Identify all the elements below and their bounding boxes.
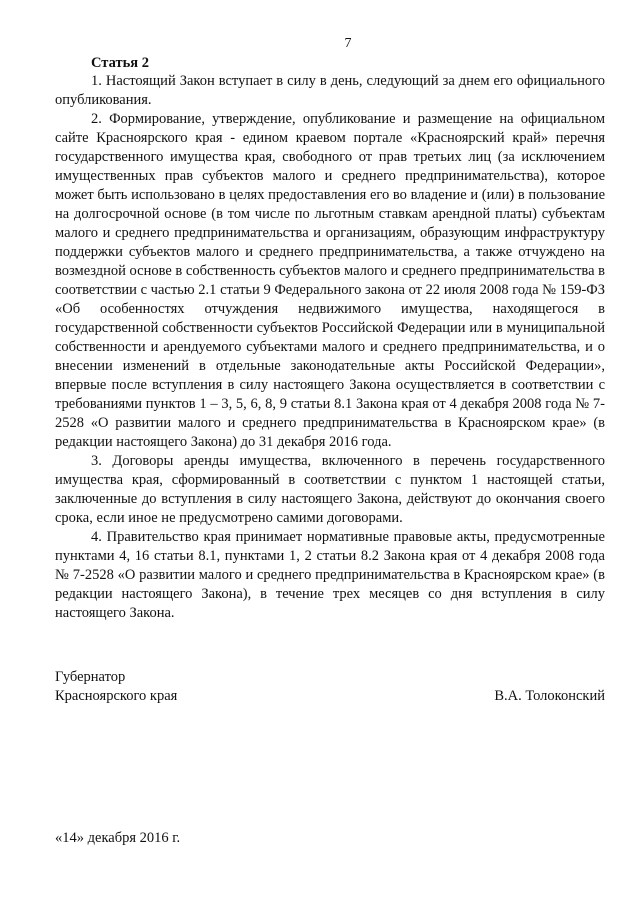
article-paragraph-1: 1. Настоящий Закон вступает в силу в день, следующий за днем его официального опубликования.	[55, 73, 605, 108]
page-number: 7	[344, 36, 352, 51]
document-date: «14» декабря 2016 г.	[55, 830, 181, 846]
article-paragraph-2: 2. Формирование, утверждение, опубликование и размещение на официальном сайте Красноярского края - едином краевом портале «Красноярский край» перечня государственного имущества края, свободного от прав третьих лиц (за исключением имущественных прав субъектов малого и среднего предпринимательства), которое может быть использовано в целях предоставления его во владение и (или) в пользование на долгосрочной основе (в том числе по льготным ставкам арендной платы) субъектам малого и среднего предпринимательства и организациям, образующим инфраструктуру поддержки субъектов малого и среднего предпринимательства, а также отчуждено на возмездной основе в собственность субъектов малого и среднего предпринимательства в соответствии с частью 2.1 статьи 9 Федерального закона от 22 июля 2008 года № 159-ФЗ «Об особенностях отчуждения недвижимого имущества, находящегося в государственной собственности субъектов Российской Федерации или в муниципальной собственности и арендуемого субъектами малого и среднего предпринимательства, и о внесении изменений в отдельные законодательные акты Российской Федерации», впервые после вступления в силу настоящего Закона осуществляется в соответствии с требованиями пунктов 1 – 3, 5, 6, 8, 9 статьи 8.1 Закона края от 4 декабря 2008 года № 7-2528 «О развитии малого и среднего предпринимательства в Красноярском крае» (в редакции настоящего Закона) до 31 декабря 2016 года.	[55, 111, 605, 450]
article-body	[55, 72, 605, 623]
signatory-position-line2: Красноярского края	[55, 688, 178, 704]
signature-block	[55, 668, 605, 706]
article-title: Статья 2	[91, 55, 149, 71]
signatory-name: В.А. Толоконский	[494, 688, 605, 704]
signatory-position-line1: Губернатор	[55, 669, 126, 685]
article-paragraph-4: 4. Правительство края принимает нормативные правовые акты, предусмотренные пунктами 4, 16 статьи 8.1, пунктами 1, 2 статьи 8.2 Закона края от 4 декабря 2008 года № 7-2528 «О развитии малого и среднего предпринимательства в Красноярском крае» (в редакции настоящего Закона), в течение трех месяцев со дня вступления в силу настоящего Закона.	[55, 529, 605, 621]
article-paragraph-3: 3. Договоры аренды имущества, включенного в перечень государственного имущества края, сформированный в соответствии с пунктом 1 настоящей статьи, заключенные до вступления в силу настоящего Закона, действуют до окончания своего срока, если иное не предусмотрено самими договорами.	[55, 453, 605, 526]
signature-row	[55, 687, 605, 706]
